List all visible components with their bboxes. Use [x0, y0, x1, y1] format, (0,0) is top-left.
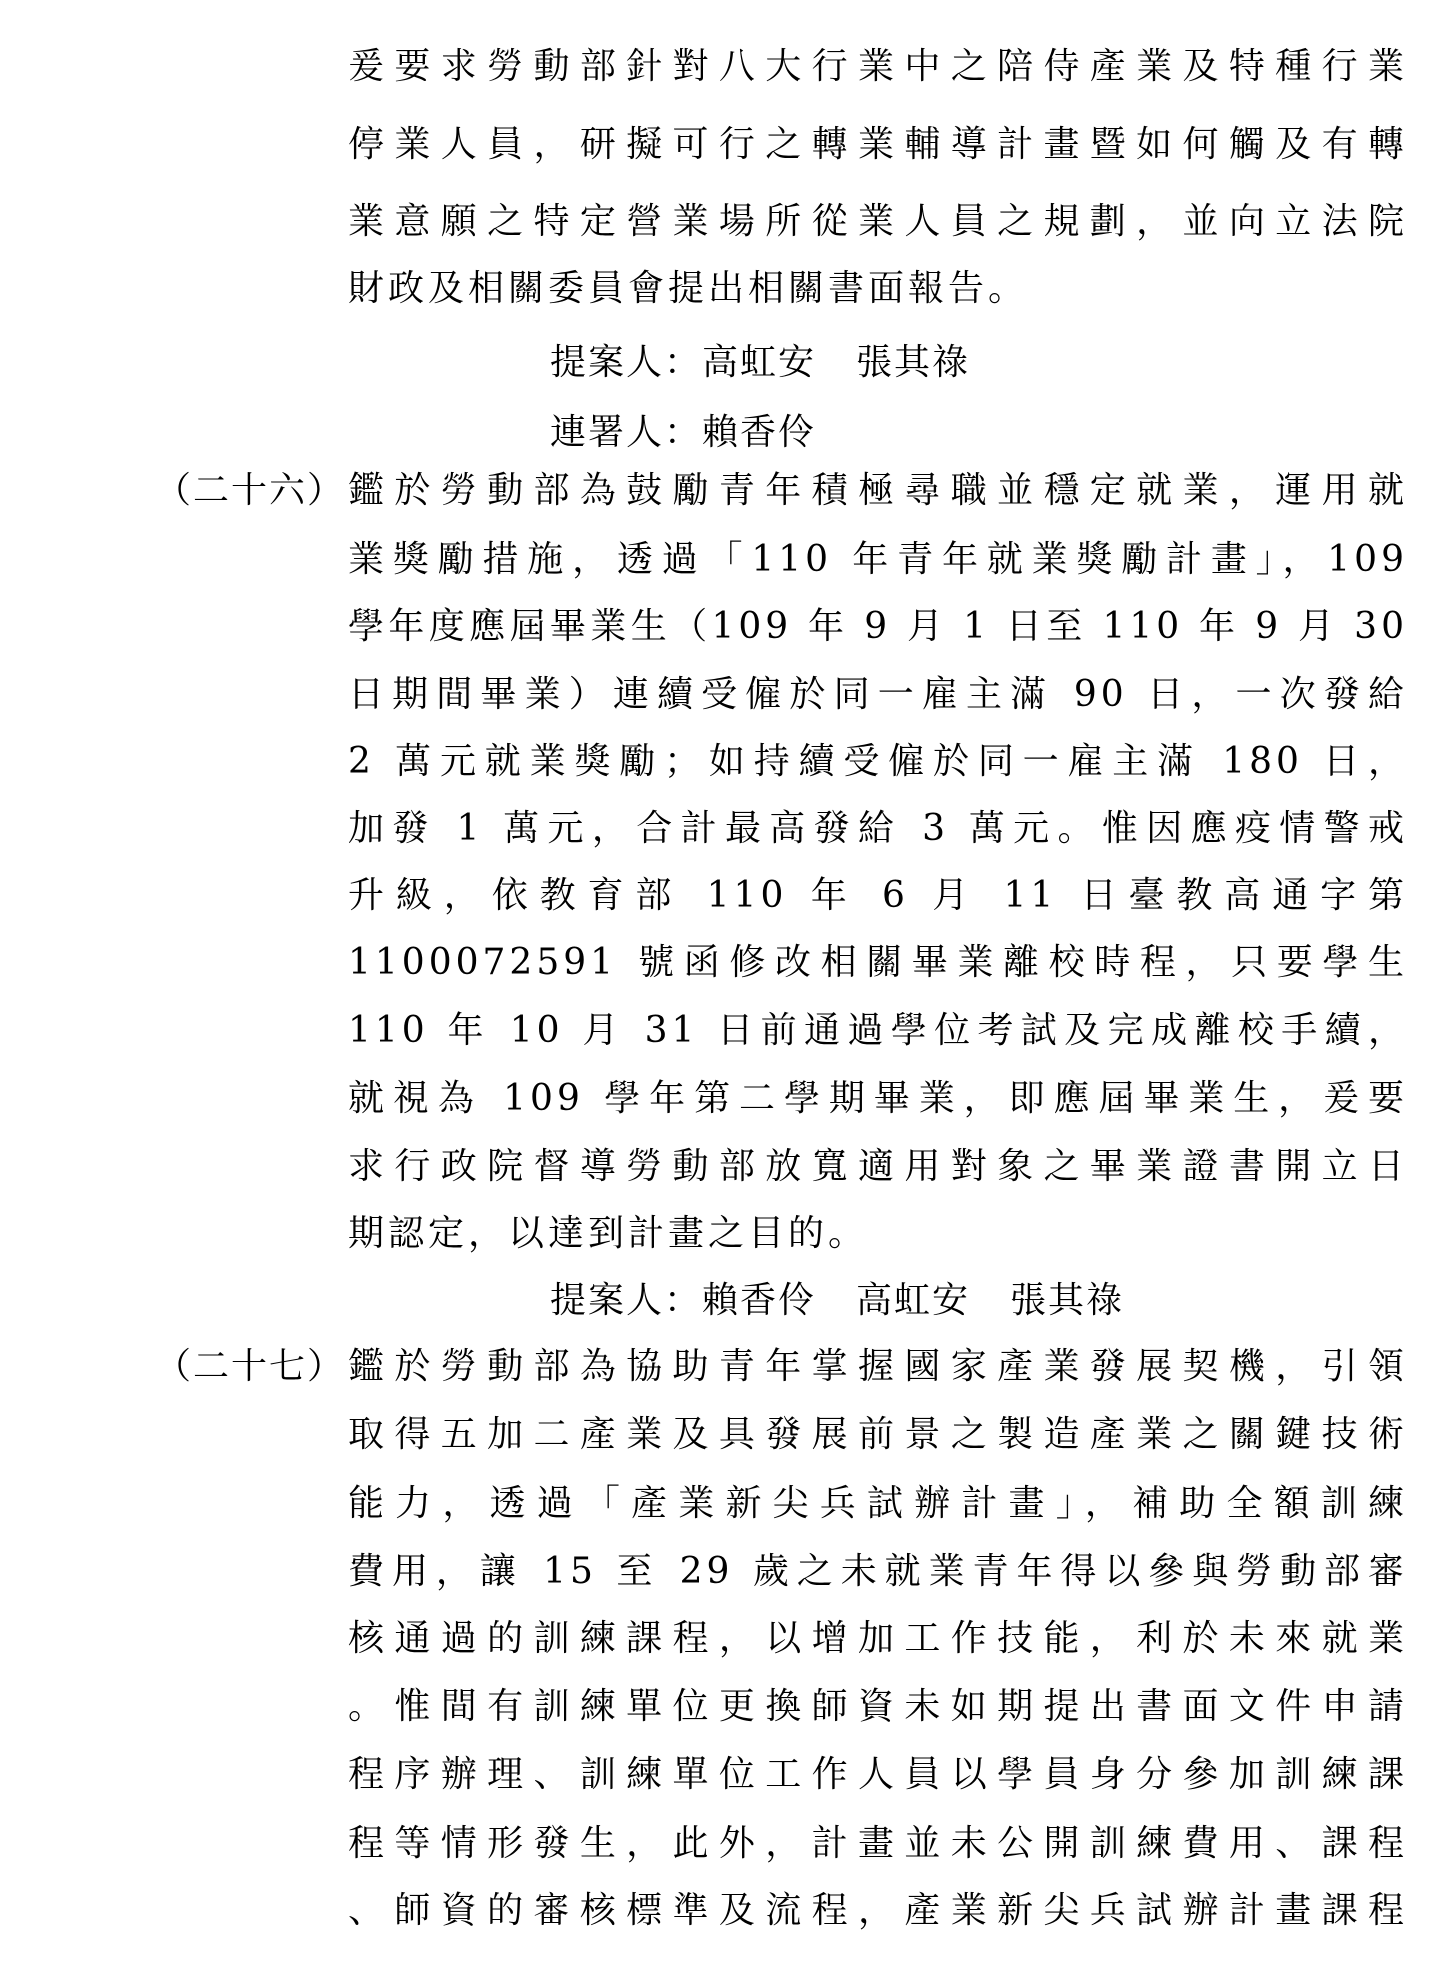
- item-26-line: 加發 1 萬元，合計最高發給 3 萬元。惟因應疫情警戒: [348, 808, 1408, 849]
- item-26-line: 日期間畢業）連續受僱於同一雇主滿 90 日，一次發給: [348, 674, 1408, 715]
- item-26-line: 鑑於勞動部為鼓勵青年積極尋職並穩定就業，運用就: [348, 470, 1408, 511]
- item-27-line: 費用，讓 15 至 29 歲之未就業青年得以參與勞動部審: [348, 1551, 1408, 1592]
- item-27-line: 取得五加二產業及具發展前景之製造產業之關鍵技術: [348, 1414, 1408, 1455]
- proposers-label: 提案人：: [550, 1280, 703, 1321]
- intro-proposers: [550, 338, 970, 388]
- proposer-name: 張其祿: [856, 342, 971, 383]
- item-27-line: 、師資的審核標準及流程，產業新尖兵試辦計畫課程: [348, 1890, 1408, 1931]
- intro-cosigners: [550, 408, 816, 458]
- item-26-line: 2 萬元就業獎勵；如持續受僱於同一雇主滿 180 日，: [348, 741, 1408, 782]
- item-26-line: 求行政院督導勞動部放寬適用對象之畢業證書開立日: [348, 1146, 1408, 1187]
- item-27-line: 鑑於勞動部為協助青年掌握國家產業發展契機，引領: [348, 1346, 1408, 1387]
- proposer-name: 高虹安: [702, 342, 817, 383]
- intro-line: 停業人員，研擬可行之轉業輔導計畫暨如何觸及有轉: [348, 124, 1408, 165]
- item-26-line: 就視為 109 學年第二學期畢業，即應屆畢業生，爰要: [348, 1078, 1408, 1119]
- item-27-line: 程序辦理、訓練單位工作人員以學員身分參加訓練課: [348, 1754, 1408, 1795]
- intro-line: 業意願之特定營業場所從業人員之規劃，並向立法院: [348, 201, 1408, 242]
- item-26-label: （二十六）: [155, 470, 346, 511]
- item-26-line: 升級，依教育部 110 年 6 月 11 日臺教高通字第: [348, 875, 1408, 916]
- item-26-line: 1100072591 號函修改相關畢業離校時程，只要學生: [348, 942, 1408, 983]
- item-26-line: 學年度應屆畢業生（109 年 9 月 1 日至 110 年 9 月 30: [348, 606, 1408, 647]
- item-26-line: 業獎勵措施，透過「110 年青年就業獎勵計畫」，109: [348, 539, 1408, 580]
- item-26-line: 期認定，以達到計畫之目的。: [348, 1213, 869, 1254]
- cosigner-name: 賴香伶: [702, 412, 817, 453]
- proposers-label: 提案人：: [550, 342, 703, 383]
- item-27-line: 能力，透過「產業新尖兵試辦計畫」，補助全額訓練: [348, 1483, 1408, 1524]
- cosigners-label: 連署人：: [550, 412, 703, 453]
- item-27-label: （二十七）: [155, 1346, 346, 1387]
- intro-line: 財政及相關委員會提出相關書面報告。: [348, 268, 1029, 309]
- item-27-line: 核通過的訓練課程，以增加工作技能，利於未來就業: [348, 1618, 1408, 1659]
- item-27-line: 程等情形發生，此外，計畫並未公開訓練費用、課程: [348, 1823, 1408, 1864]
- intro-line: 爰要求勞動部針對八大行業中之陪侍產業及特種行業: [348, 46, 1408, 87]
- proposer-name: 高虹安: [856, 1280, 971, 1321]
- item-27-line: 。惟間有訓練單位更換師資未如期提出書面文件申請: [348, 1686, 1408, 1727]
- proposer-name: 賴香伶: [702, 1280, 817, 1321]
- item-26-proposers: [550, 1276, 1124, 1326]
- proposer-name: 張其祿: [1010, 1280, 1125, 1321]
- item-26-line: 110 年 10 月 31 日前通過學位考試及完成離校手續，: [348, 1010, 1408, 1051]
